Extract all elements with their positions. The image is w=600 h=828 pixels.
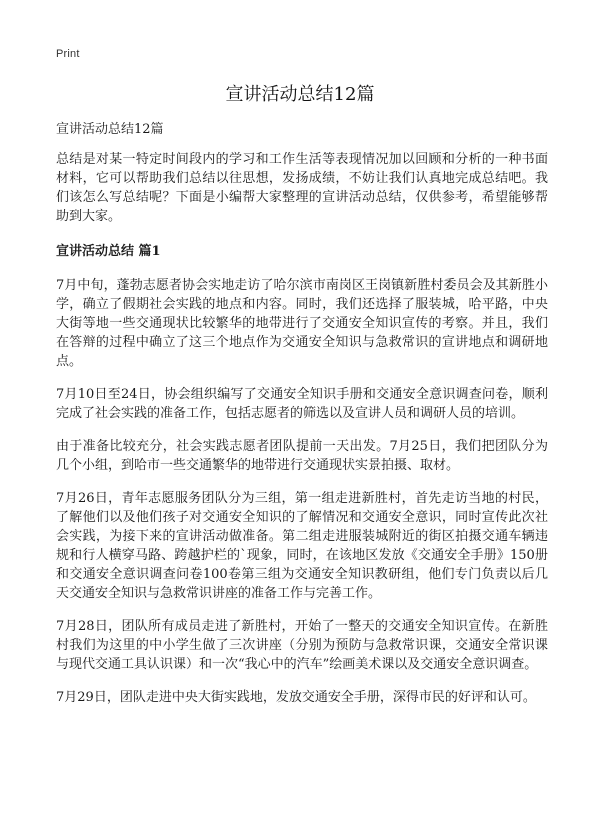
document-title: 宣讲活动总结12篇 [225,84,375,105]
body-paragraph-5: 7月28日，团队所有成员走进了新胜村，开始了一整天的交通安全知识宣传。在新胜村我们为这里的中小学生做了三次讲座（分别为预防与急救常识课，交通安全常识课与现代交通工具认识课）和一次“我心中的汽车”绘画美术课以及交通安全意识调查。 [56,619,548,672]
body-paragraph-4: 7月26日，青年志愿服务团队分为三组，第一组走进新胜村，首先走访当地的村民，了解他们以及他们孩子对交通安全知识的了解情况和交通安全意识，同时宣传此次社会实践，为接下来的宣讲活动做准备。第二组走进服装城附近的街区拍摄交通车辆违规和行人横穿马路、跨越护栏的`现象，同时，在该地区发放《交通安全手册》150册和交通安全意识调查问卷100卷第三组为交通安全知识教研组，他们专门负责以后几天交通安全知识与急救常识讲座的准备工作与完善工作。 [56,491,548,601]
body-paragraph-2: 7月10日至24日，协会组织编写了交通安全知识手册和交通安全意识调查问卷，顺利完成了社会实践的准备工作，包括志愿者的筛选以及宣讲人员和调研人员的培训。 [56,387,548,421]
body-paragraph-6: 7月29日，团队走进中央大街实践地，发放交通安全手册，深得市民的好评和认可。 [56,690,536,705]
body-paragraph-3: 由于准备比较充分，社会实践志愿者团队提前一天出发。7月25日，我们把团队分为几个小组，到哈市一些交通繁华的地带进行交通现状实景拍摄、取材。 [56,439,548,473]
print-label: Print [56,48,80,60]
section-heading: 宣讲活动总结 篇1 [56,244,161,259]
body-paragraph-1: 7月中旬，蓬勃志愿者协会实地走访了哈尔滨市南岗区王岗镇新胜村委员会及其新胜小学，确立了假期社会实践的地点和内容。同时，我们还选择了服装城，哈平路，中央大街等地一些交通现状比较繁华的地带进行了交通安全知识宣传的考察。并且，我们在答辩的过程中确立了这三个地点作为交通安全知识与急救常识的宣讲地点和调研地点。 [56,278,548,369]
intro-paragraph: 总结是对某一特定时间段内的学习和工作生活等表现情况加以回顾和分析的一种书面材料，它可以帮助我们总结以往思想，发扬成绩，不妨让我们认真地完成总结吧。我们该怎么写总结呢？下面是小编帮大家整理的宣讲活动总结，仅供参考，希望能够帮助到大家。 [56,152,548,224]
document-subtitle: 宣讲活动总结12篇 [56,122,164,137]
document-body [56,120,548,721]
